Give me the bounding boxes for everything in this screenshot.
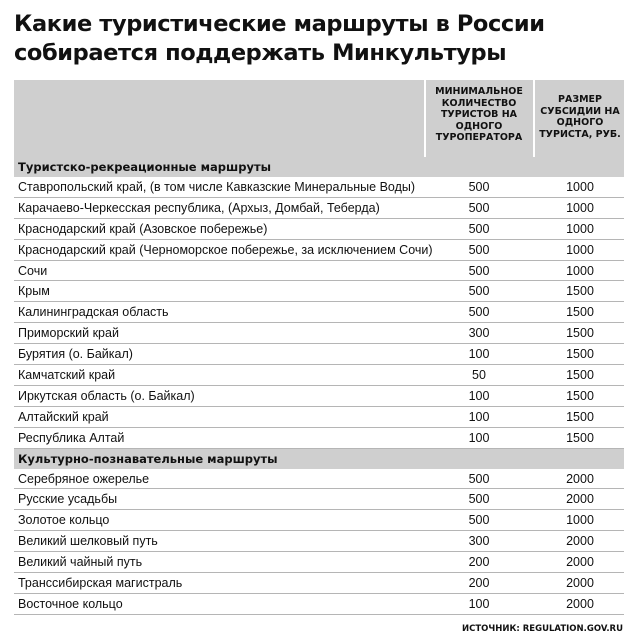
source-note: ИСТОЧНИК: REGULATION.GOV.RU — [461, 624, 623, 634]
subsidy-value: 2000 — [566, 492, 594, 507]
table-body — [14, 157, 624, 615]
route-name: Карачаево-Черкесская республика, (Архыз, Домбай, Теберда) — [18, 200, 380, 215]
min-tourists-value: 100 — [468, 347, 490, 362]
column-header-min-tourists: МИНИМАЛЬНОЕ КОЛИЧЕСТВО ТУРИСТОВ НА ОДНОГО ТУРОПЕРАТОРА — [435, 86, 523, 143]
table-header — [14, 80, 624, 157]
subsidy-value: 2000 — [566, 534, 594, 549]
min-tourists-value: 500 — [468, 305, 490, 320]
table-row — [14, 573, 624, 594]
route-name: Краснодарский край (Азовское побережье) — [18, 221, 268, 236]
route-name: Камчатский край — [18, 368, 116, 383]
subsidy-value: 1500 — [566, 368, 594, 383]
route-name: Приморский край — [18, 326, 119, 341]
subsidy-value: 1500 — [566, 409, 594, 424]
subsidy-value: 1500 — [566, 388, 594, 403]
table-row — [14, 219, 624, 240]
table-row — [14, 594, 624, 615]
subsidy-value: 2000 — [566, 576, 594, 591]
route-name: Иркутская область (о. Байкал) — [18, 388, 195, 403]
table-row — [14, 177, 624, 198]
table-row — [14, 531, 624, 552]
route-name: Крым — [18, 284, 50, 299]
route-name: Великий шелковый путь — [18, 534, 158, 549]
min-tourists-value: 100 — [468, 430, 490, 445]
subsidy-value: 1000 — [566, 242, 594, 257]
table-row — [14, 469, 624, 490]
table-row — [14, 323, 624, 344]
table-row — [14, 386, 624, 407]
min-tourists-value: 500 — [468, 471, 490, 486]
table-row — [14, 344, 624, 365]
route-name: Сочи — [18, 263, 48, 278]
table-row — [14, 365, 624, 386]
min-tourists-value: 200 — [468, 555, 490, 570]
subsidy-value: 1500 — [566, 347, 594, 362]
route-name: Алтайский край — [18, 409, 109, 424]
section-heading: Туристско-рекреационные маршруты — [14, 157, 624, 177]
table-row — [14, 261, 624, 282]
min-tourists-value: 300 — [468, 534, 490, 549]
route-name: Краснодарский край (Черноморское побережье, за исключением Сочи) — [18, 242, 433, 257]
subsidy-value: 1000 — [566, 200, 594, 215]
min-tourists-value: 500 — [468, 180, 490, 194]
table-row — [14, 198, 624, 219]
route-name: Серебряное ожерелье — [18, 471, 150, 486]
subsidy-value: 2000 — [566, 555, 594, 570]
min-tourists-value: 500 — [468, 513, 490, 528]
subsidy-value: 1000 — [566, 221, 594, 236]
min-tourists-value: 100 — [468, 409, 490, 424]
route-name: Республика Алтай — [18, 430, 125, 445]
route-name: Русские усадьбы — [18, 492, 118, 507]
subsidy-value: 1000 — [566, 263, 594, 278]
min-tourists-value: 500 — [468, 200, 490, 215]
route-name: Восточное кольцо — [18, 596, 123, 611]
min-tourists-value: 300 — [468, 326, 490, 341]
subsidy-value: 2000 — [566, 596, 594, 611]
subsidy-value: 1500 — [566, 326, 594, 341]
route-name: Бурятия (о. Байкал) — [18, 347, 133, 362]
min-tourists-value: 50 — [472, 368, 486, 383]
subsidy-value: 1500 — [566, 284, 594, 299]
table-row — [14, 489, 624, 510]
min-tourists-value: 500 — [468, 263, 490, 278]
min-tourists-value: 500 — [468, 492, 490, 507]
route-name: Золотое кольцо — [18, 513, 110, 528]
min-tourists-value: 500 — [468, 284, 490, 299]
route-name: Великий чайный путь — [18, 555, 143, 570]
table-row — [14, 407, 624, 428]
table-row — [14, 302, 624, 323]
page-title: Какие туристические маршруты в России собирается поддержать Минкультуры — [14, 11, 545, 66]
section-heading: Культурно-познавательные маршруты — [14, 449, 624, 469]
min-tourists-value: 100 — [468, 388, 490, 403]
table-row — [14, 281, 624, 302]
subsidy-value: 1000 — [566, 513, 594, 528]
min-tourists-value: 500 — [468, 242, 490, 257]
subsidy-value: 1000 — [566, 180, 594, 194]
subsidy-value: 2000 — [566, 471, 594, 486]
route-name: Транссибирская магистраль — [18, 576, 183, 591]
min-tourists-value: 500 — [468, 221, 490, 236]
table-row — [14, 510, 624, 531]
min-tourists-value: 200 — [468, 576, 490, 591]
route-name: Калининградская область — [18, 305, 169, 320]
table-row — [14, 240, 624, 261]
column-header-subsidy: РАЗМЕР СУБСИДИИ НА ОДНОГО ТУРИСТА, РУБ. — [539, 94, 621, 140]
route-name: Ставропольский край, (в том числе Кавказские Минеральные Воды) — [18, 180, 416, 194]
min-tourists-value: 100 — [468, 596, 490, 611]
table-row — [14, 428, 624, 449]
subsidy-value: 1500 — [566, 430, 594, 445]
subsidy-value: 1500 — [566, 305, 594, 320]
routes-table — [14, 80, 624, 615]
table-row — [14, 552, 624, 573]
